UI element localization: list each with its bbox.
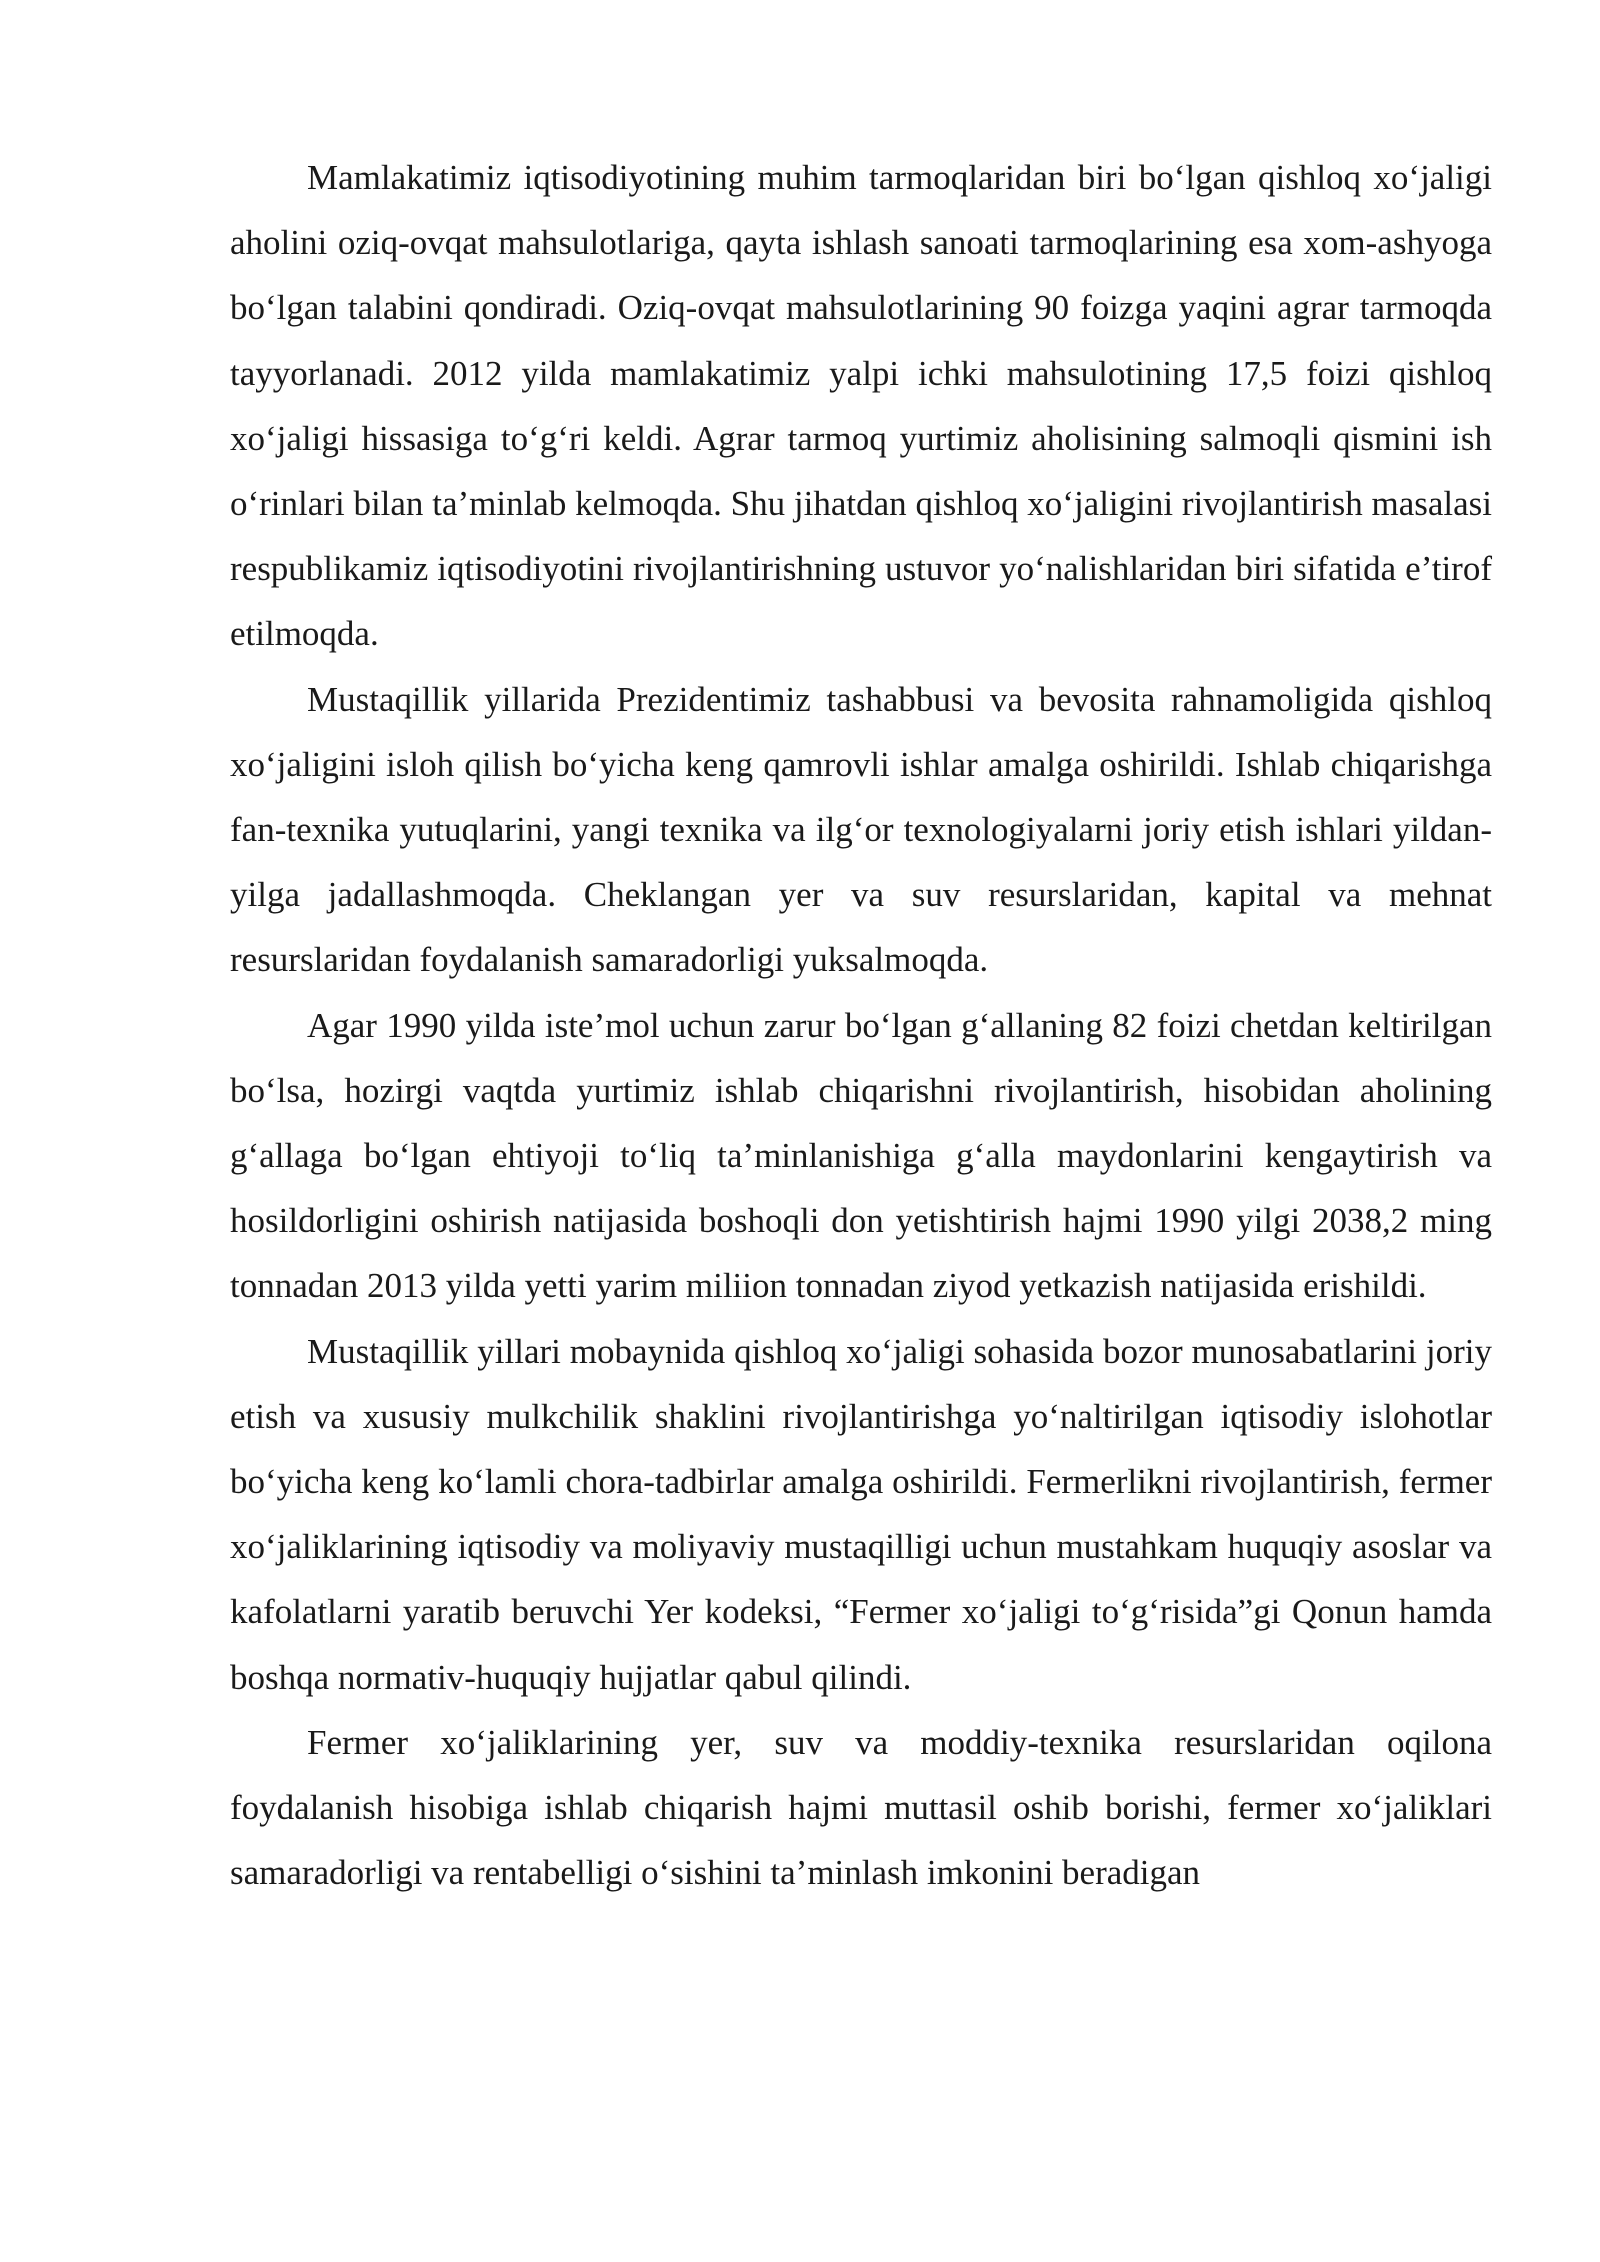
document-body: [230, 145, 1492, 1905]
paragraph-2: Mustaqillik yillarida Prezidentimiz tashabbusi va bevosita rahnamoligida qishloq xo‘jaligini isloh qilish bo‘yicha keng qamrovli ishlar amalga oshirildi. Ishlab chiqarishga fan-texnika yutuqlarini, yangi texnika va ilg‘or texnologiyalarni joriy etish ishlari yildan-yilga jadallashmoqda. Cheklangan yer va suv resurslaridan, kapital va mehnat resurslaridan foydalanish samaradorligi yuksalmoqda.: [230, 679, 1492, 980]
paragraph-4: Mustaqillik yillari mobaynida qishloq xo‘jaligi sohasida bozor munosabatlarini joriy etish va xususiy mulkchilik shaklini rivojlantirishga yo‘naltirilgan iqtisodiy islohotlar bo‘yicha keng ko‘lamli chora-tadbirlar amalga oshirildi. Fermerlikni rivojlantirish, fermer xo‘jaliklarining iqtisodiy va moliyaviy mustaqilligi uchun mustahkam huquqiy asoslar va kafolatlarni yaratib beruvchi Yer kodeksi, “Fermer xo‘jaligi to‘g‘risida”gi Qonun hamda boshqa normativ-huquqiy hujjatlar qabul qilindi.: [230, 1331, 1492, 1697]
paragraph-1: Mamlakatimiz iqtisodiyotining muhim tarmoqlaridan biri bo‘lgan qishloq xo‘jaligi aholini oziq-ovqat mahsulotlariga, qayta ishlash sanoati tarmoqlarining esa xom-ashyoga bo‘lgan talabini qondiradi. Oziq-ovqat mahsulotlarining 90 foizga yaqini agrar tarmoqda tayyorlanadi. 2012 yilda mamlakatimiz yalpi ichki mahsulotining 17,5 foizi qishloq xo‘jaligi hissasiga to‘g‘ri keldi. Agrar tarmoq yurtimiz aholisining salmoqli qismini ish o‘rinlari bilan ta’minlab kelmoqda. Shu jihatdan qishloq xo‘jaligini rivojlantirish masalasi respublikamiz iqtisodiyotini rivojlantirishning ustuvor yo‘nalishlaridan biri sifatida e’tirof etilmoqda.: [230, 158, 1492, 654]
paragraph-5: Fermer xo‘jaliklarining yer, suv va moddiy-texnika resurslaridan oqilona foydalanish hisobiga ishlab chiqarish hajmi muttasil oshib borishi, fermer xo‘jaliklari samaradorligi va rentabelligi o‘sishini ta’minlash imkonini beradigan: [230, 1722, 1492, 1893]
paragraph-3: Agar 1990 yilda iste’mol uchun zarur bo‘lgan g‘allaning 82 foizi chetdan keltirilgan bo‘lsa, hozirgi vaqtda yurtimiz ishlab chiqarishni rivojlantirish, hisobidan aholining g‘allaga bo‘lgan ehtiyoji to‘liq ta’minlanishiga g‘alla maydonlarini kengaytirish va hosildorligini oshirish natijasida boshoqli don yetishtirish hajmi 1990 yilgi 2038,2 ming tonnadan 2013 yilda yetti yarim miliion tonnadan ziyod yetkazish natijasida erishildi.: [230, 1005, 1492, 1306]
